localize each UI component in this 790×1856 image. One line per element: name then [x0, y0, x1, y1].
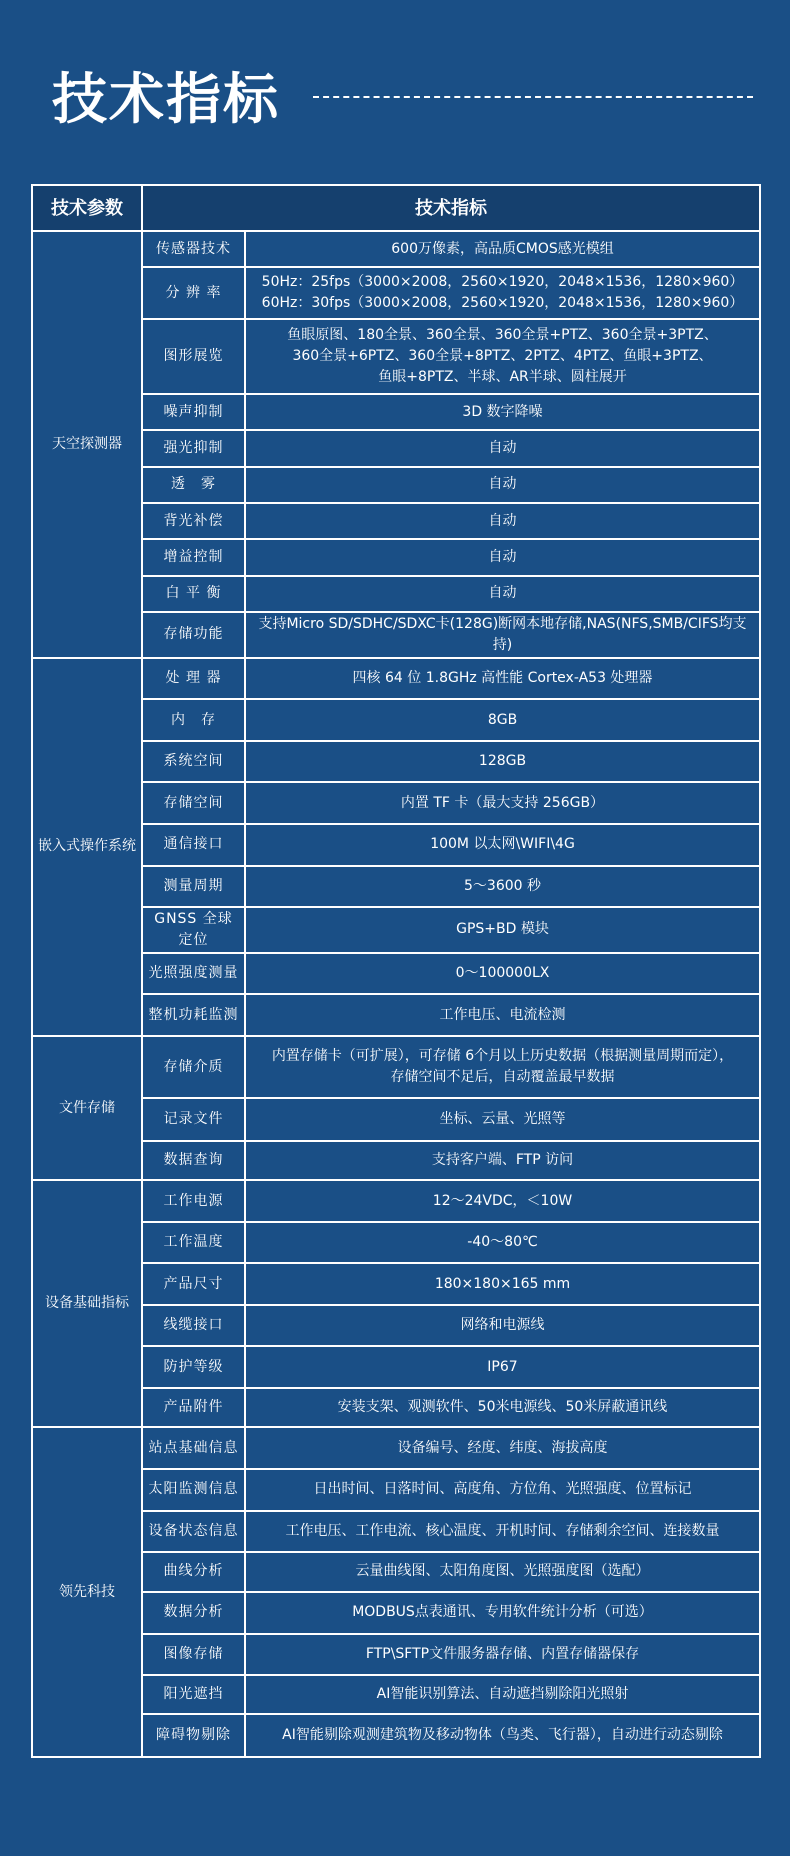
table-row — [32, 866, 760, 908]
header-spec: 技术指标 — [142, 185, 760, 231]
category-cell: 文件存储 — [32, 1036, 142, 1180]
table-row — [32, 1511, 760, 1553]
table-row — [32, 1552, 760, 1591]
param-cell: 内 存 — [142, 699, 245, 741]
value-cell — [245, 1305, 760, 1347]
table-row — [32, 231, 760, 267]
value-line: 0～100000LX — [455, 965, 550, 982]
table-row — [32, 1592, 760, 1635]
table-row — [32, 1388, 760, 1427]
value-line: 鱼眼原图、180全景、360全景、360全景+PTZ、360全景+3PTZ、 — [287, 327, 718, 344]
param-cell: 传感器技术 — [142, 231, 245, 267]
value-line: 50Hz：25fps（3000×2008，2560×1920，2048×1536，1280×960） — [261, 274, 744, 291]
table-row — [32, 430, 760, 466]
value-line: 安装支架、观测软件、50米电源线、50米屏蔽通讯线 — [337, 1399, 668, 1416]
param-cell: 数据查询 — [142, 1141, 245, 1180]
param-cell: 记录文件 — [142, 1098, 245, 1141]
value-line: 四核 64 位 1.8GHz 高性能 Cortex-A53 处理器 — [352, 670, 653, 687]
value-line: 云量曲线图、太阳角度图、光照强度图（选配） — [355, 1563, 650, 1580]
value-cell — [245, 430, 760, 466]
value-line: 支持Micro SD/SDHC/SDXC卡(128G)断网本地存储,NAS(NFS,SMB/CIFS均支持) — [258, 615, 747, 653]
table-row — [32, 741, 760, 783]
value-cell — [245, 1388, 760, 1427]
value-cell — [245, 319, 760, 394]
table-row — [32, 1675, 760, 1714]
param-cell: 防护等级 — [142, 1346, 245, 1388]
value-line: GPS+BD 模块 — [456, 921, 549, 938]
param-cell: 站点基础信息 — [142, 1427, 245, 1469]
table-row — [32, 576, 760, 612]
param-cell: 分 辨 率 — [142, 267, 245, 319]
table-row — [32, 699, 760, 741]
value-cell — [245, 699, 760, 741]
value-cell — [245, 231, 760, 267]
param-cell: 设备状态信息 — [142, 1511, 245, 1553]
value-line: 8GB — [487, 711, 518, 728]
title-divider — [313, 96, 753, 98]
value-line: 设备编号、经度、纬度、海拔高度 — [397, 1439, 608, 1456]
value-line: AI智能剔除观测建筑物及移动物体（鸟类、飞行器），自动进行动态剔除 — [282, 1727, 723, 1744]
param-cell: 处 理 器 — [142, 658, 245, 700]
header-param: 技术参数 — [32, 185, 142, 231]
value-line: 工作电压、电流检测 — [439, 1006, 566, 1023]
spec-table — [31, 184, 761, 1758]
value-cell — [245, 576, 760, 612]
param-cell: 背光补偿 — [142, 503, 245, 539]
value-line: AI智能识别算法、自动遮挡剔除阳光照射 — [376, 1685, 629, 1702]
table-row — [32, 539, 760, 575]
value-line: 600万像素，高品质CMOS感光模组 — [391, 240, 614, 257]
table-row — [32, 907, 760, 953]
param-cell: 图形展览 — [142, 319, 245, 394]
param-cell: 产品尺寸 — [142, 1263, 245, 1305]
value-cell — [245, 1552, 760, 1591]
value-cell — [245, 824, 760, 866]
value-line: 自动 — [488, 476, 517, 493]
table-row — [32, 1346, 760, 1388]
value-cell — [245, 953, 760, 995]
value-line: 128GB — [478, 753, 527, 770]
value-cell — [245, 1469, 760, 1511]
table-row — [32, 658, 760, 700]
value-cell — [245, 1511, 760, 1553]
param-cell: 通信接口 — [142, 824, 245, 866]
param-cell: 光照强度测量 — [142, 953, 245, 995]
param-cell: 系统空间 — [142, 741, 245, 783]
value-line: -40～80℃ — [467, 1234, 538, 1251]
value-line: 自动 — [488, 440, 517, 457]
table-row — [32, 1714, 760, 1757]
value-line: 自动 — [488, 585, 517, 602]
page-title: 技术指标 — [52, 67, 281, 131]
table-row — [32, 1427, 760, 1469]
value-cell — [245, 503, 760, 539]
category-cell: 领先科技 — [32, 1427, 142, 1757]
value-line: MODBUS点表通讯、专用软件统计分析（可选） — [352, 1604, 653, 1621]
param-cell: 存储空间 — [142, 782, 245, 824]
value-line: 180×180×165 mm — [434, 1275, 571, 1292]
param-cell: 工作电源 — [142, 1180, 245, 1222]
param-cell: 产品附件 — [142, 1388, 245, 1427]
table-row — [32, 503, 760, 539]
value-cell — [245, 907, 760, 953]
value-line: 12～24VDC，＜10W — [432, 1192, 573, 1209]
table-row — [32, 612, 760, 658]
table-row — [32, 1469, 760, 1511]
value-cell — [245, 1180, 760, 1222]
value-line: 鱼眼+8PTZ、半球、AR半球、圆柱展开 — [378, 369, 627, 386]
param-cell: 阳光遮挡 — [142, 1675, 245, 1714]
value-cell — [245, 1263, 760, 1305]
table-row — [32, 1036, 760, 1098]
value-line: 日出时间、日落时间、高度角、方位角、光照强度、位置标记 — [313, 1481, 692, 1498]
value-cell — [245, 1346, 760, 1388]
param-cell: 增益控制 — [142, 539, 245, 575]
value-line: 自动 — [488, 549, 517, 566]
category-cell: 天空探测器 — [32, 231, 142, 658]
table-row — [32, 1305, 760, 1347]
param-cell: 太阳监测信息 — [142, 1469, 245, 1511]
category-cell: 嵌入式操作系统 — [32, 658, 142, 1036]
value-cell — [245, 1036, 760, 1098]
param-cell: 图像存储 — [142, 1634, 245, 1675]
table-row — [32, 267, 760, 319]
value-cell — [245, 467, 760, 503]
param-cell: 曲线分析 — [142, 1552, 245, 1591]
value-cell — [245, 539, 760, 575]
value-line: 支持客户端、FTP 访问 — [431, 1152, 574, 1169]
value-cell — [245, 394, 760, 430]
value-cell — [245, 1675, 760, 1714]
value-cell — [245, 1222, 760, 1264]
value-line: 坐标、云量、光照等 — [439, 1111, 566, 1127]
value-cell — [245, 1592, 760, 1635]
value-line: 5～3600 秒 — [464, 877, 541, 894]
value-line: 内置存储卡（可扩展），可存储 6个月以上历史数据（根据测量周期而定）， — [271, 1048, 734, 1065]
table-row — [32, 467, 760, 503]
value-line: FTP\SFTP文件服务器存储、内置存储器保存 — [365, 1645, 640, 1662]
value-cell — [245, 994, 760, 1036]
table-row — [32, 1222, 760, 1264]
param-cell: 噪声抑制 — [142, 394, 245, 430]
value-line: 60Hz：30fps（3000×2008，2560×1920，2048×1536，1280×960） — [261, 295, 744, 312]
param-cell: 存储介质 — [142, 1036, 245, 1098]
value-line: 100M 以太网\WIFI\4G — [430, 836, 575, 853]
table-row — [32, 782, 760, 824]
param-cell: 线缆接口 — [142, 1305, 245, 1347]
table-row — [32, 824, 760, 866]
value-line: 存储空间不足后，自动覆盖最早数据 — [390, 1069, 615, 1086]
param-cell: 数据分析 — [142, 1592, 245, 1635]
param-cell: 工作温度 — [142, 1222, 245, 1264]
param-cell: 测量周期 — [142, 866, 245, 908]
value-cell — [245, 612, 760, 658]
value-cell — [245, 658, 760, 700]
value-cell — [245, 741, 760, 783]
table-row — [32, 1141, 760, 1180]
value-line: 自动 — [488, 512, 517, 529]
table-header-row — [32, 185, 760, 231]
table-row — [32, 319, 760, 394]
value-line: 3D 数字降噪 — [462, 403, 543, 420]
table-row — [32, 1634, 760, 1675]
table-row — [32, 1263, 760, 1305]
param-cell: 透 雾 — [142, 467, 245, 503]
table-row — [32, 394, 760, 430]
param-cell: GNSS 全球定位 — [142, 907, 245, 953]
value-cell — [245, 1714, 760, 1757]
value-cell — [245, 1634, 760, 1675]
value-cell — [245, 866, 760, 908]
param-cell: 白 平 衡 — [142, 576, 245, 612]
category-cell: 设备基础指标 — [32, 1180, 142, 1427]
table-row — [32, 994, 760, 1036]
table-row — [32, 1180, 760, 1222]
value-cell — [245, 782, 760, 824]
table-row — [32, 1098, 760, 1141]
param-cell: 整机功耗监测 — [142, 994, 245, 1036]
value-line: IP67 — [487, 1358, 518, 1375]
param-cell: 强光抑制 — [142, 430, 245, 466]
value-line: 360全景+6PTZ、360全景+8PTZ、2PTZ、4PTZ、鱼眼+3PTZ、 — [292, 348, 713, 365]
table-row — [32, 953, 760, 995]
value-cell — [245, 1098, 760, 1141]
value-cell — [245, 1427, 760, 1469]
value-cell — [245, 1141, 760, 1180]
value-line: 网络和电源线 — [460, 1317, 545, 1334]
param-cell: 障碍物剔除 — [142, 1714, 245, 1757]
value-line: 工作电压、工作电流、核心温度、开机时间、存储剩余空间、连接数量 — [285, 1522, 720, 1539]
param-cell: 存储功能 — [142, 612, 245, 658]
value-cell — [245, 267, 760, 319]
value-line: 内置 TF 卡（最大支持 256GB） — [400, 794, 605, 811]
